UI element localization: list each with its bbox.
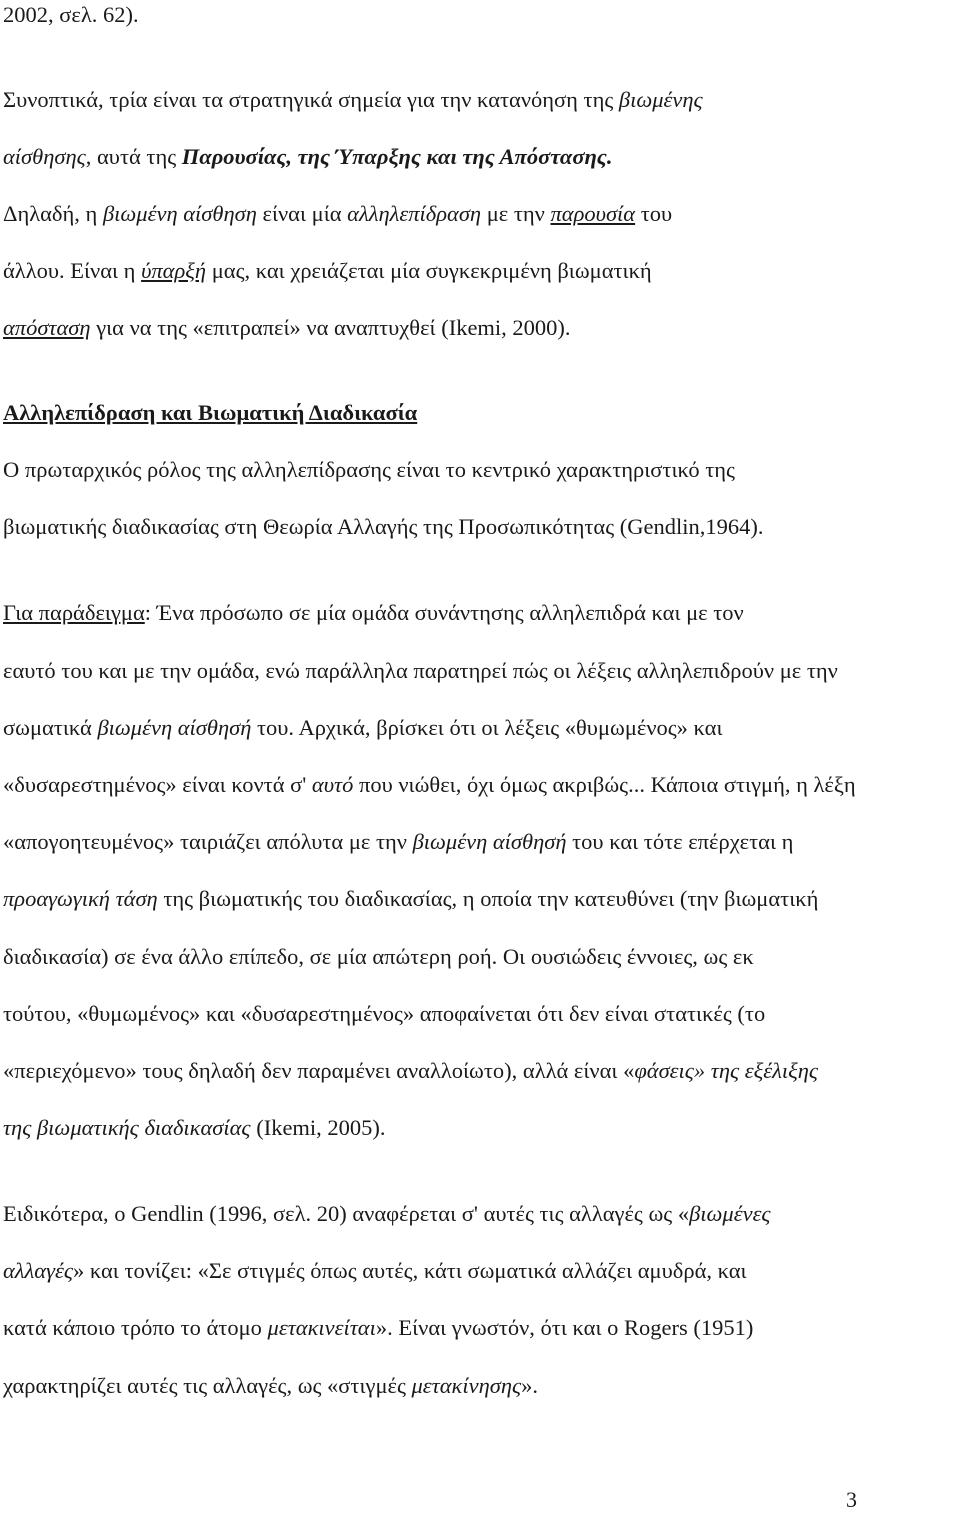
text-run: διαδικασία) σε ένα άλλο επίπεδο, σε μία απώτερη ροή. Οι ουσιώδεις έννοιες, ως εκ: [3, 944, 754, 969]
text-run: για να της «επιτραπεί» να αναπτυχθεί (Ikemi, 2000).: [90, 315, 571, 340]
text-line: [3, 200, 672, 228]
text-run: «απογοητευμένος» ταιριάζει απόλυτα με την: [3, 829, 413, 854]
emphasis-text: βιωμένης: [618, 87, 703, 112]
text-line: [3, 143, 612, 171]
text-line: [3, 1372, 538, 1400]
emphasis-text: μετακίνησης: [411, 1373, 522, 1398]
text-run: ». Είναι γνωστόν, ότι και ο Rogers (1951): [375, 1315, 754, 1340]
text-run: (Ikemi, 2005).: [250, 1115, 386, 1140]
text-run: τούτου, «θυμωμένος» και «δυσαρεστημένος» αποφαίνεται ότι δεν είναι στατικές (το: [3, 1001, 766, 1026]
text-line: [3, 1257, 747, 1285]
text-run: μας, και χρειάζεται μία συγκεκριμένη βιωματική: [206, 258, 652, 283]
page-number: 3: [846, 1487, 857, 1512]
text-run: σωματικά: [3, 715, 98, 740]
emphasis-text: αλλαγές: [3, 1258, 73, 1283]
text-run: Ο πρωταρχικός ρόλος της αλληλεπίδρασης είναι το κεντρικό χαρακτηριστικό της: [3, 457, 735, 482]
emphasis-text: βιωμένη αίσθηση: [102, 201, 257, 226]
text-line: [3, 771, 856, 799]
emphasis-text: βιωμένες: [689, 1201, 771, 1226]
heading-text: Αλληλεπίδραση και Βιωματική Διαδικασία: [3, 400, 418, 425]
text-line: [3, 1200, 771, 1228]
text-run: που νιώθει, όχι όμως ακριβώς... Κάποια στιγμή, η λέξη: [353, 772, 856, 797]
text-run: κατά κάποιο τρόπο το άτομο: [3, 1315, 268, 1340]
text-run: «δυσαρεστημένος» είναι κοντά σ': [3, 772, 312, 797]
emphasis-text: αίσθησης: [3, 144, 86, 169]
text-line: [3, 513, 763, 541]
text-line: [3, 456, 735, 484]
text-line: [3, 885, 818, 913]
emphasis-text: Παρουσίας, της Ύπαρξης και της Απόστασης.: [181, 144, 613, 169]
text-run: της βιωματικής του διαδικασίας, η οποία την κατευθύνει (την βιωματική: [157, 886, 819, 911]
emphasis-text: φάσεις» της εξέλιξης: [634, 1058, 819, 1083]
text-line: [3, 1057, 818, 1085]
underlined-emphasis-text: απόσταση: [3, 315, 91, 340]
text-line: [3, 257, 652, 285]
text-line: [3, 599, 744, 627]
emphasis-text: αλληλεπίδραση: [347, 201, 482, 226]
text-run: , αυτά της: [85, 144, 182, 169]
text-run: βιωματικής διαδικασίας στη Θεωρία Αλλαγής της Προσωπικότητας (Gendlin,1964).: [3, 514, 764, 539]
text-run: του: [635, 201, 673, 226]
text-line: [3, 714, 723, 742]
text-run: του και τότε επέρχεται η: [566, 829, 794, 854]
text-line: [3, 86, 703, 114]
text-run: με την: [481, 201, 551, 226]
emphasis-text: αυτό: [311, 772, 354, 797]
underlined-emphasis-text: ύπαρξή: [141, 258, 207, 283]
text-run: » και τονίζει: «Σε στιγμές όπως αυτές, κάτι σωματικά αλλάζει αμυδρά, και: [72, 1258, 747, 1283]
text-run: Δηλαδή, η: [3, 201, 103, 226]
text-run: του. Αρχικά, βρίσκει ότι οι λέξεις «θυμωμένος» και: [251, 715, 723, 740]
emphasis-text: της βιωματικής διαδικασίας: [3, 1115, 251, 1140]
text-line: [3, 657, 838, 685]
emphasis-text: βιωμένη αίσθησή: [412, 829, 567, 854]
text-line: [3, 1000, 765, 1028]
text-line: [3, 943, 754, 971]
section-heading: [3, 399, 417, 427]
text-run: 2002, σελ. 62).: [3, 2, 139, 27]
text-run: άλλου. Είναι η: [3, 258, 142, 283]
bold-emphasis: [182, 144, 613, 169]
underlined-text: Για παράδειγμα: [3, 600, 145, 625]
text-run: Ειδικότερα, ο Gendlin (1996, σελ. 20) αναφέρεται σ' αυτές τις αλλαγές ως «: [3, 1201, 690, 1226]
text-run: εαυτό του και με την ομάδα, ενώ παράλληλα παρατηρεί πώς οι λέξεις αλληλεπιδρούν με την: [3, 658, 838, 683]
emphasis-text: μετακινείται: [267, 1315, 376, 1340]
text-run: χαρακτηρίζει αυτές τις αλλαγές, ως «στιγμές: [3, 1373, 412, 1398]
text-line: [3, 1114, 386, 1142]
text-run: : Ένα πρόσωπο σε μία ομάδα συνάντησης αλληλεπιδρά και με τον: [144, 600, 744, 625]
text-run: είναι μία: [256, 201, 348, 226]
text-line: [3, 314, 571, 342]
text-run: Συνοπτικά, τρία είναι τα στρατηγικά σημεία για την κατανόηση της: [3, 87, 619, 112]
text-line: [3, 1, 139, 29]
text-run: «περιεχόμενο» τους δηλαδή δεν παραμένει αναλλοίωτο), αλλά είναι «: [3, 1058, 635, 1083]
text-line: [3, 828, 793, 856]
emphasis-text: προαγωγική τάση: [3, 886, 158, 911]
text-run: ».: [521, 1373, 539, 1398]
underlined-emphasis-text: παρουσία: [550, 201, 636, 226]
text-line: [3, 1314, 753, 1342]
emphasis-text: βιωμένη αίσθησή: [97, 715, 252, 740]
